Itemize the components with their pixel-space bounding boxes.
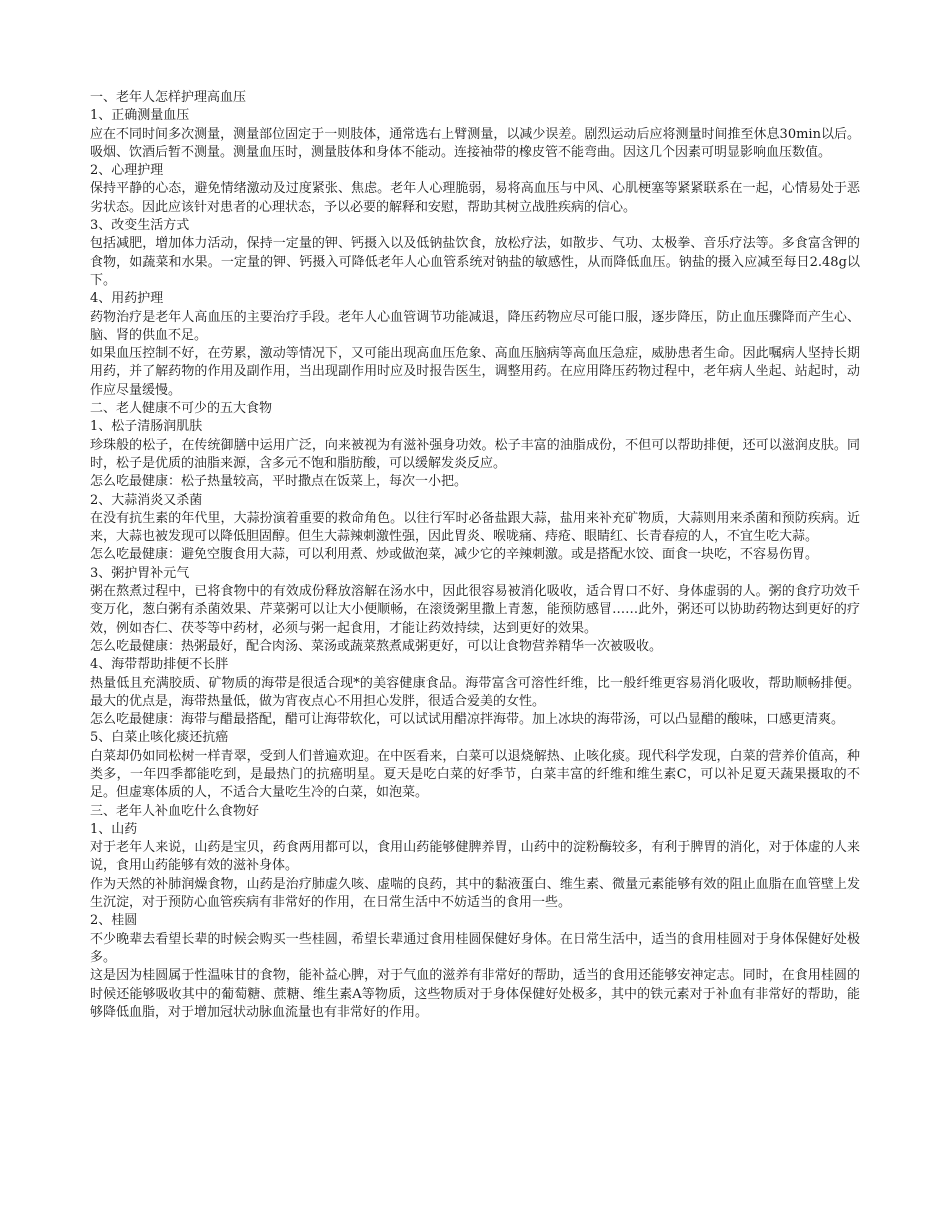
paragraph: 怎么吃最健康：避免空腹食用大蒜，可以利用煮、炒或做泡菜，减少它的辛辣刺激。或是搭配水饺、面食一块吃，不容易伤胃。 — [90, 547, 819, 563]
section-heading: 1、山药 — [90, 821, 138, 837]
paragraph: 怎么吃最健康：热粥最好，配合肉汤、菜汤或蔬菜熬煮咸粥更好，可以让食物营养精华一次被吸收。 — [90, 638, 663, 654]
section-heading: 二、老人健康不可少的五大食物 — [90, 401, 273, 417]
paragraph: 对于老年人来说，山药是宝贝，药食两用都可以，食用山药能够健脾养胃，山药中的淀粉酶较多，有利于脾胃的消化，对于体虚的人来说，食用山药能够有效的滋补身体。 — [90, 840, 860, 874]
section-heading: 三、老年人补血吃什么食物好 — [90, 803, 260, 819]
section-heading: 4、海带帮助排便不长胖 — [90, 657, 229, 673]
paragraph: 怎么吃最健康：松子热量较高，平时撒点在饭菜上，每次一小把。 — [90, 474, 468, 490]
section-heading: 2、大蒜消炎又杀菌 — [90, 492, 203, 508]
paragraph: 如果血压控制不好，在劳累，激动等情况下，又可能出现高血压危象、高血压脑病等高血压急症，威胁患者生命。因此嘱病人坚持长期用药，并了解药物的作用及副作用，当出现副作用时应及时报告医生，调整用药。在应用降压药物过程中，老年病人坐起、站起时，动作应尽量缓慢。 — [90, 346, 860, 398]
section-heading: 3、改变生活方式 — [90, 218, 190, 234]
paragraph: 热量低且充满胶质、矿物质的海带是很适合现*的美容健康食品。海带富含可溶性纤维，比一般纤维更容易消化吸收，帮助顺畅排便。最大的优点是，海带热量低，做为宵夜点心不用担心发胖，很适合爱美的女性。 — [90, 675, 860, 709]
section-heading: 2、心理护理 — [90, 163, 164, 179]
paragraph: 应在不同时间多次测量，测量部位固定于一则肢体，通常选右上臂测量，以减少误差。剧烈运动后应将测量时间推至休息30min以后。吸烟、饮酒后暂不测量。测量血压时，测量肢体和身体不能动。连接袖带的橡皮管不能弯曲。因这几个因素可明显影响血压数值。 — [90, 126, 860, 160]
section-heading: 2、桂圆 — [90, 913, 138, 929]
section-heading: 5、白菜止咳化痰还抗癌 — [90, 730, 229, 746]
paragraph: 药物治疗是老年人高血压的主要治疗手段。老年人心血管调节功能减退，降压药物应尽可能口服，逐步降压，防止血压骤降而产生心、脑、肾的供血不足。 — [90, 309, 860, 343]
paragraph: 怎么吃最健康：海带与醋最搭配，醋可让海带软化，可以试试用醋凉拌海带。加上冰块的海带汤，可以凸显醋的酸味，口感更清爽。 — [90, 712, 845, 728]
document-body — [90, 89, 860, 1022]
section-heading: 4、用药护理 — [90, 291, 164, 307]
section-heading: 3、粥护胃补元气 — [90, 565, 190, 581]
paragraph: 作为天然的补肺润燥食物，山药是治疗肺虚久咳、虚喘的良药，其中的黏液蛋白、维生素、微量元素能够有效的阻止血脂在血管壁上发生沉淀，对于预防心血管疾病有非常好的作用，在日常生活中不妨适当的食用一些。 — [90, 876, 860, 911]
paragraph: 这是因为桂圆属于性温味甘的食物，能补益心脾，对于气血的滋养有非常好的帮助，适当的食用还能够安神定志。同时，在食用桂圆的时候还能够吸收其中的葡萄糖、蔗糖、维生素A等物质，这些物质对于身体保健好处极多，其中的铁元素对于补血有非常好的帮助，能够降低血脂，对于增加冠状动脉血流量也有非常好的作用。 — [90, 968, 860, 1020]
paragraph: 不少晚辈去看望长辈的时候会购买一些桂圆，希望长辈通过食用桂圆保健好身体。在日常生活中，适当的食用桂圆对于身体保健好处极多。 — [90, 931, 860, 965]
paragraph: 珍珠般的松子，在传统御膳中运用广泛，向来被视为有滋补强身功效。松子丰富的油脂成份，不但可以帮助排便，还可以滋润皮肤。同时，松子是优质的油脂来源，含多元不饱和脂肪酸，可以缓解发炎反应。 — [90, 437, 860, 471]
section-heading: 1、正确测量血压 — [90, 108, 190, 124]
section-heading: 1、松子清肠润肌肤 — [90, 419, 203, 435]
paragraph: 粥在熬煮过程中，已将食物中的有效成份释放溶解在汤水中，因此很容易被消化吸收，适合胃口不好、身体虚弱的人。粥的食疗功效千变万化，葱白粥有杀菌效果、芹菜粥可以让大小便顺畅，在滚烫粥里撒上青葱，能预防感冒……此外，粥还可以协助药物达到更好的疗效，例如杏仁、茯苓等中药材，必须与粥一起食用，才能让药效持续，达到更好的效果。 — [90, 584, 860, 636]
paragraph: 在没有抗生素的年代里，大蒜扮演着重要的救命角色。以往行军时必备盐跟大蒜，盐用来补充矿物质，大蒜则用来杀菌和预防疾病。近来，大蒜也被发现可以降低胆固醇。但生大蒜辣刺激性强，因此胃炎、喉咙痛、痔疮、眼睛红、长青春痘的人，不宜生吃大蒜。 — [90, 510, 860, 545]
section-heading: 一、老年人怎样护理高血压 — [90, 90, 247, 105]
paragraph: 白菜却仍如同松树一样青翠，受到人们普遍欢迎。在中医看来，白菜可以退烧解热、止咳化痰。现代科学发现，白菜的营养价值高，种类多，一年四季都能吃到，是最热门的抗癌明星。夏天是吃白菜的好季节，白菜丰富的纤维和维生素C，可以补足夏天蔬果摄取的不足。但虚寒体质的人，不适合大量吃生冷的白菜，如泡菜。 — [90, 748, 860, 801]
paragraph: 包括减肥，增加体力活动，保持一定量的钾、钙摄入以及低钠盐饮食，放松疗法，如散步、气功、太极拳、音乐疗法等。多食富含钾的食物，如蔬菜和水果。一定量的钾、钙摄入可降低老年人心血管系统对钠盐的敏感性，从而降低血压。钠盐的摄入应减至每日2.48g以下。 — [90, 236, 860, 288]
paragraph: 保持平静的心态，避免情绪激动及过度紧张、焦虑。老年人心理脆弱，易将高血压与中风、心肌梗塞等紧紧联系在一起，心情易处于恶劣状态。因此应该针对患者的心理状态，予以必要的解释和安慰，帮助其树立战胜疾病的信心。 — [90, 181, 860, 215]
